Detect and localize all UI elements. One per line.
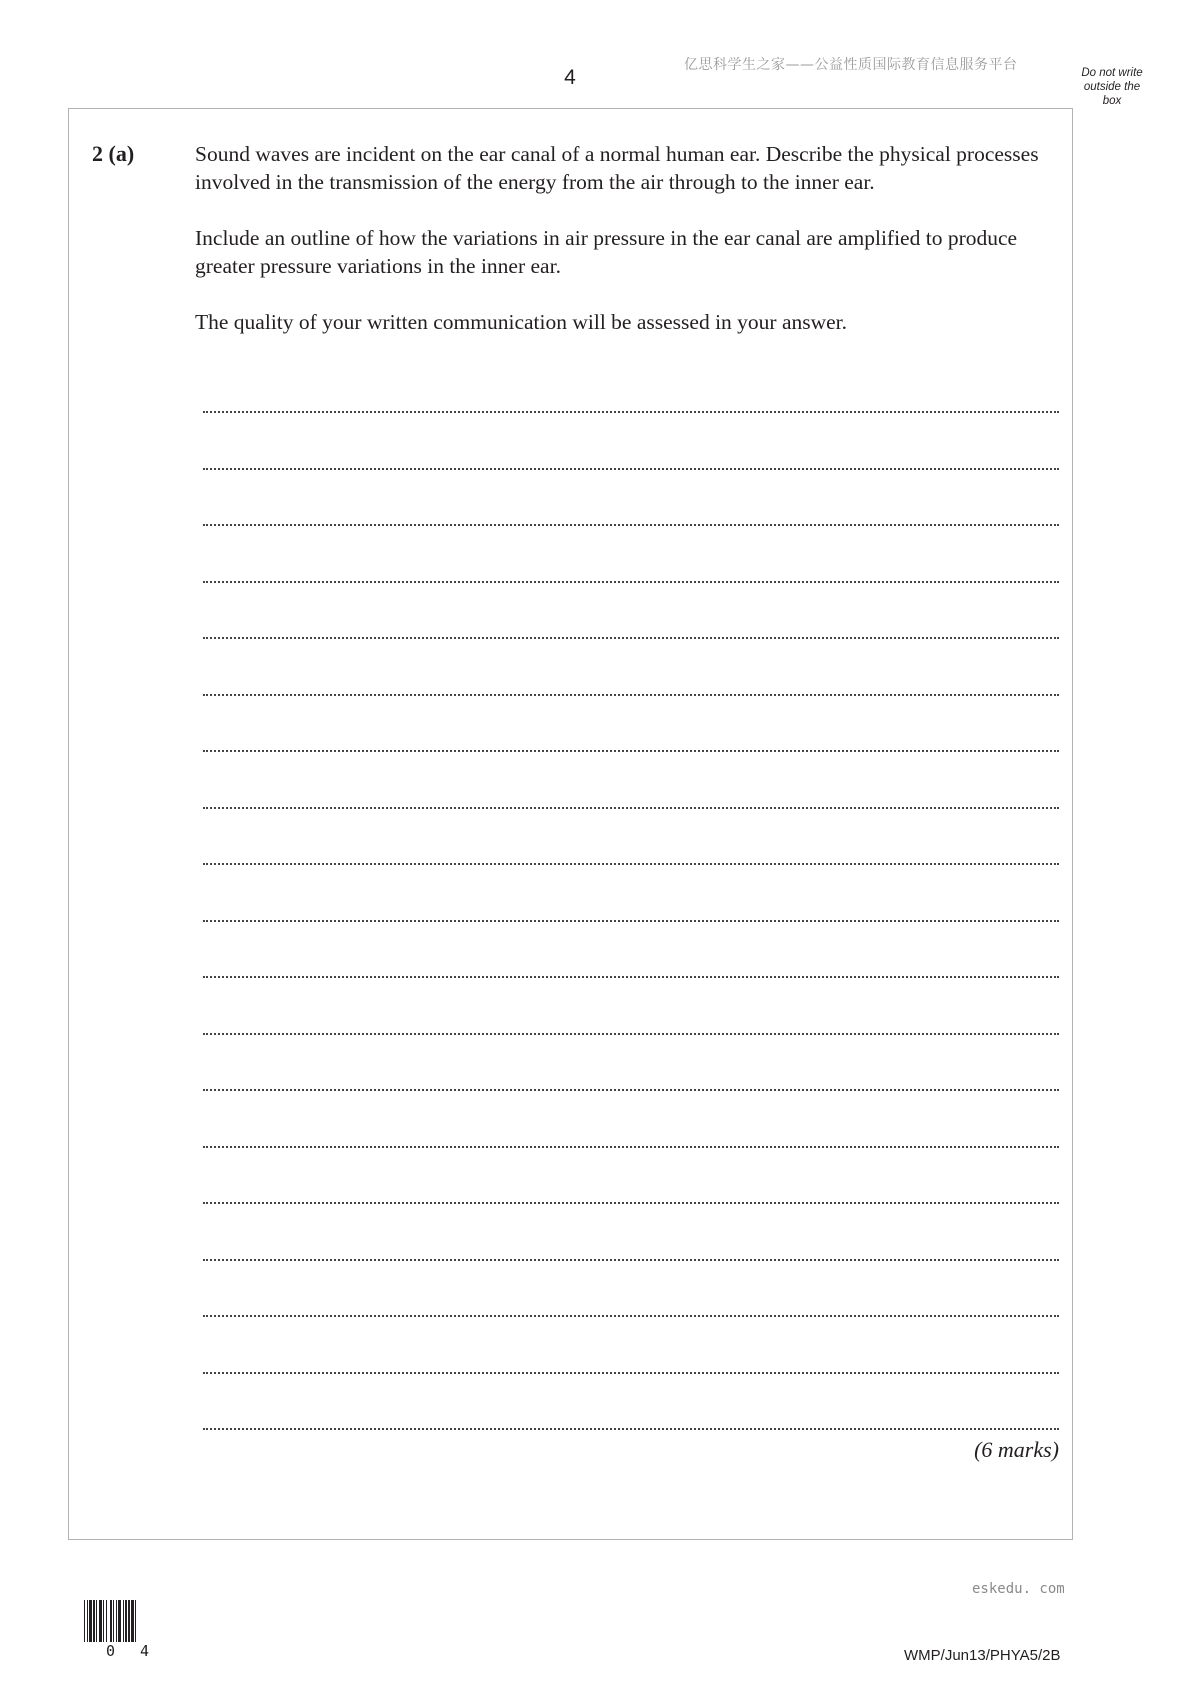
question-number: 2 (a) xyxy=(92,141,135,166)
answer-line[interactable] xyxy=(203,694,1059,696)
paper-reference: WMP/Jun13/PHYA5/2B xyxy=(904,1647,1061,1664)
footer-site: eskedu. com xyxy=(972,1581,1065,1597)
marks-label: (6 marks) xyxy=(974,1437,1059,1462)
answer-line[interactable] xyxy=(203,1428,1059,1430)
answer-line[interactable] xyxy=(203,1202,1059,1204)
margin-note xyxy=(1072,66,1152,108)
answer-line[interactable] xyxy=(203,807,1059,809)
barcode-digits: 0 4 xyxy=(106,1642,158,1660)
answer-line[interactable] xyxy=(203,637,1059,639)
answer-line[interactable] xyxy=(203,411,1059,413)
answer-line[interactable] xyxy=(203,1089,1059,1091)
question-text xyxy=(195,140,1065,364)
page-number: 4 xyxy=(564,66,576,89)
barcode-image xyxy=(84,1600,179,1642)
answer-line[interactable] xyxy=(203,920,1059,922)
answer-line[interactable] xyxy=(203,1372,1059,1374)
margin-note-line-2: outside the xyxy=(1083,81,1141,93)
answer-line[interactable] xyxy=(203,581,1059,583)
answer-line[interactable] xyxy=(203,1259,1059,1261)
answer-line[interactable] xyxy=(203,468,1059,470)
margin-note-line-3: box xyxy=(1102,95,1122,107)
answer-line[interactable] xyxy=(203,1033,1059,1035)
answer-line[interactable] xyxy=(203,976,1059,978)
answer-line[interactable] xyxy=(203,863,1059,865)
answer-line[interactable] xyxy=(203,1315,1059,1317)
question-paragraph-1: Sound waves are incident on the ear canal of a normal human ear. Describe the physical processes involved in the transmission of the energy from the air through to the inner ear. xyxy=(195,142,1039,194)
answer-line[interactable] xyxy=(203,524,1059,526)
margin-note-line-1: Do not write xyxy=(1081,67,1143,79)
header-watermark: 亿思科学生之家——公益性质国际教育信息服务平台 xyxy=(684,57,1018,73)
question-paragraph-3: The quality of your written communication will be assessed in your answer. xyxy=(195,310,848,334)
answer-line[interactable] xyxy=(203,750,1059,752)
answer-line[interactable] xyxy=(203,1146,1059,1148)
question-paragraph-2: Include an outline of how the variations in air pressure in the ear canal are amplified to produce greater pressure variations in the inner ear. xyxy=(195,226,1018,278)
